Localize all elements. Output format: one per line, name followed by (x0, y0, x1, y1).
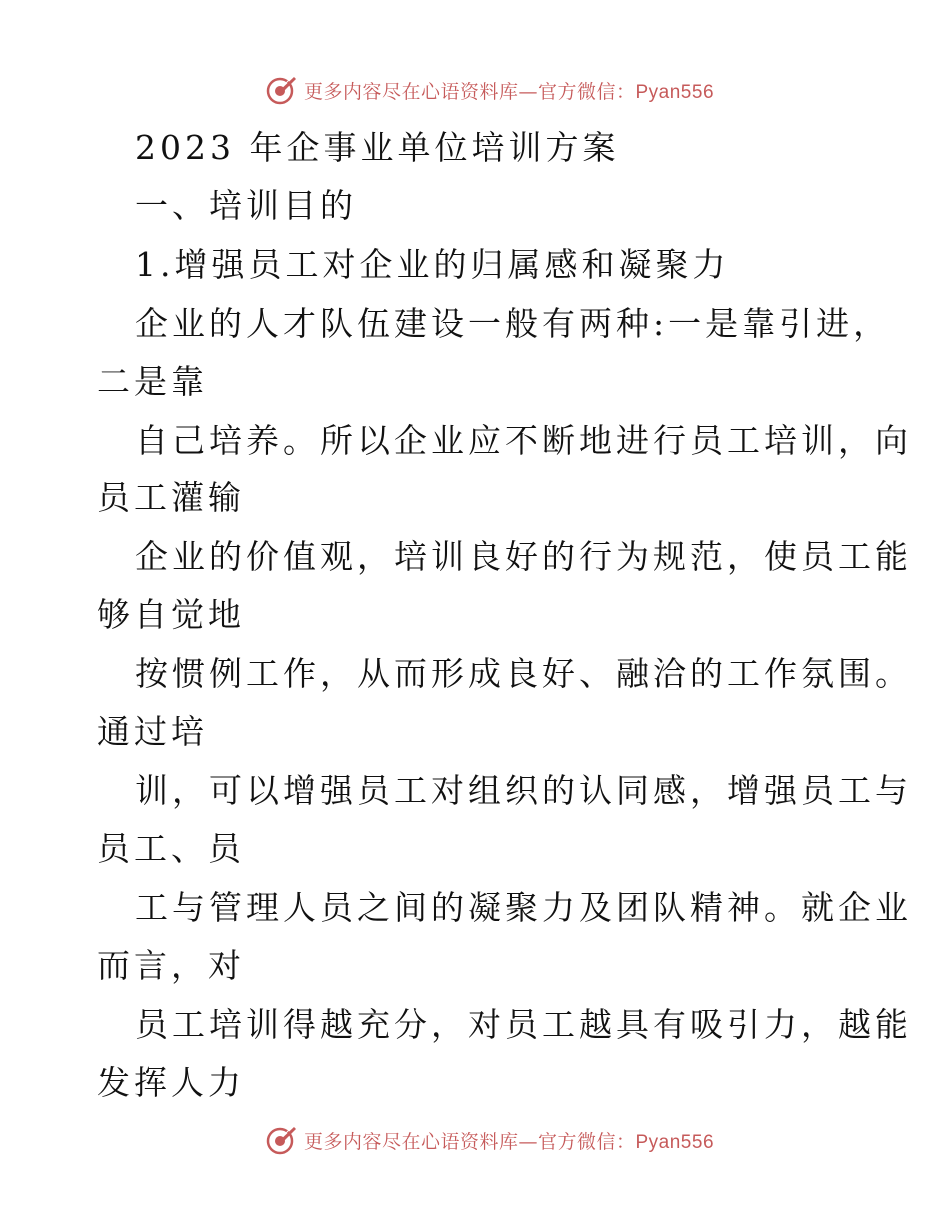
body-line: 训，可以增强员工对组织的认同感，增强员工与 (135, 771, 912, 810)
body-line: 按惯例工作，从而形成良好、融洽的工作氛围。 (135, 654, 912, 693)
body-line: 够自觉地 (97, 595, 245, 634)
watermark-text: 更多内容尽在心语资料库—官方微信：Pyan556 (303, 80, 715, 103)
section-heading: 一、培训目的 (135, 186, 357, 225)
watermark-account: Pyan556 (635, 81, 715, 103)
watermark-header (0, 70, 950, 110)
document-title: 2023 年企事业单位培训方案 (135, 128, 620, 167)
body-line: 员工培训得越充分，对员工越具有吸引力，越能 (135, 1005, 912, 1044)
body-line: 发挥人力 (97, 1063, 245, 1102)
body-line: 二是靠 (97, 362, 208, 401)
quill-logo-icon (266, 1124, 298, 1156)
body-line: 企业的价值观，培训良好的行为规范，使员工能 (135, 537, 912, 576)
watermark-account: Pyan556 (635, 1131, 715, 1153)
body-line: 工与管理人员之间的凝聚力及团队精神。就企业 (135, 888, 912, 927)
body-line: 员工灌输 (97, 478, 245, 517)
body-line: 员工、员 (97, 829, 245, 868)
watermark-text: 更多内容尽在心语资料库—官方微信：Pyan556 (303, 1130, 715, 1153)
body-line: 自己培养。所以企业应不断地进行员工培训，向 (135, 421, 912, 460)
quill-logo-icon (266, 74, 298, 106)
body-line: 企业的人才队伍建设一般有两种:一是靠引进， (135, 304, 891, 343)
subheading: 1.增强员工对企业的归属感和凝聚力 (135, 245, 730, 284)
body-line: 而言，对 (97, 946, 245, 985)
body-line: 通过培 (97, 712, 208, 751)
watermark-footer (0, 1120, 950, 1160)
